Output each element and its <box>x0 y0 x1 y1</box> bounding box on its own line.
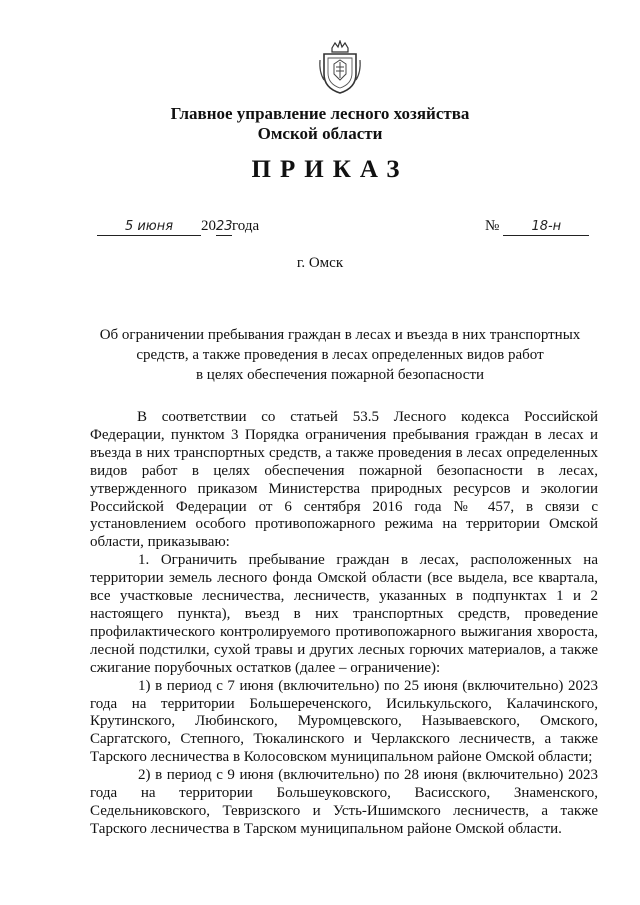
organization-name-line1: Главное управление лесного хозяйства <box>170 104 470 123</box>
preamble-paragraph: В соответствии со статьей 53.5 Лесного кодекса Российской Федерации, пунктом 3 Порядка ограничения пребывания граждан в лесах и въезда в них транспортных средств, а также проведения в лесах определенных видов работ в целях обеспечения пожарной безопасности в лесах, утвержденного приказом Министерства природных ресурсов и экологии Российской Федерации от 6 сентября 2016 года № 457, в связи с установлением особого противопожарного режима на территории Омской области, приказываю: <box>90 409 598 551</box>
subject-line: в целях обеспечения пожарной безопасности <box>195 367 485 383</box>
subject-line: Об ограничении пребывания граждан в лесах и въезда в них транспортных <box>99 327 581 343</box>
subitem-1-paragraph: 1) в период с 7 июня (включительно) по 25 июня (включительно) 2023 года на территории Большереченского, Исилькульского, Калачинского, Крутинского, Любинского, Муромцевского, Называевского, Омского, Саргатского, Степного, Тюкалинского и Черлакского лесничеств, а также Тарского лесничества в Колосовском муниципальном районе Омской области; <box>90 677 598 766</box>
year-word: года <box>232 218 260 234</box>
item-1-paragraph: 1. Ограничить пребывание граждан в лесах, расположенных на территории земель лесного фонда Омской области (все выдела, все квартала, все участковые лесничества, лесничеств, указанных в подпунктах 1 и 2 настоящего пункта), въезд в них транспортных средств, проведение профилактического контролируемого противопожарного выжигания хворостa, лесной подстилки, сухой травы и других лесных горючих материалов, а также сжигание порубочных остатков (далее – ограничение): <box>90 552 598 676</box>
coat-of-arms-icon <box>318 40 362 94</box>
subitem-2-paragraph: 2) в период с 9 июня (включительно) по 28 июня (включительно) 2023 года на территории Большеуковского, Васисского, Знаменского, Седельниковского, Тевризского и Усть-Ишимского лесничеств, а также Тарского лесничества в Тарском муниципальном районе Омской области. <box>90 767 598 837</box>
order-subject <box>80 325 600 385</box>
order-number <box>485 218 600 238</box>
handwritten-year: 23 <box>216 219 233 234</box>
number-sign: № <box>485 218 500 234</box>
order-body <box>90 409 598 839</box>
city-of-issue: г. Омск <box>296 255 344 271</box>
handwritten-date: 5 июня <box>97 219 201 236</box>
subject-line: средств, а также проведения в лесах определенных видов работ <box>136 347 544 363</box>
order-date <box>97 218 297 238</box>
organization-name-line2: Омской области <box>257 124 383 143</box>
document-type-title: ПРИКАЗ <box>251 156 409 183</box>
handwritten-number: 18-н <box>503 219 589 236</box>
year-prefix: 20 <box>201 218 216 234</box>
